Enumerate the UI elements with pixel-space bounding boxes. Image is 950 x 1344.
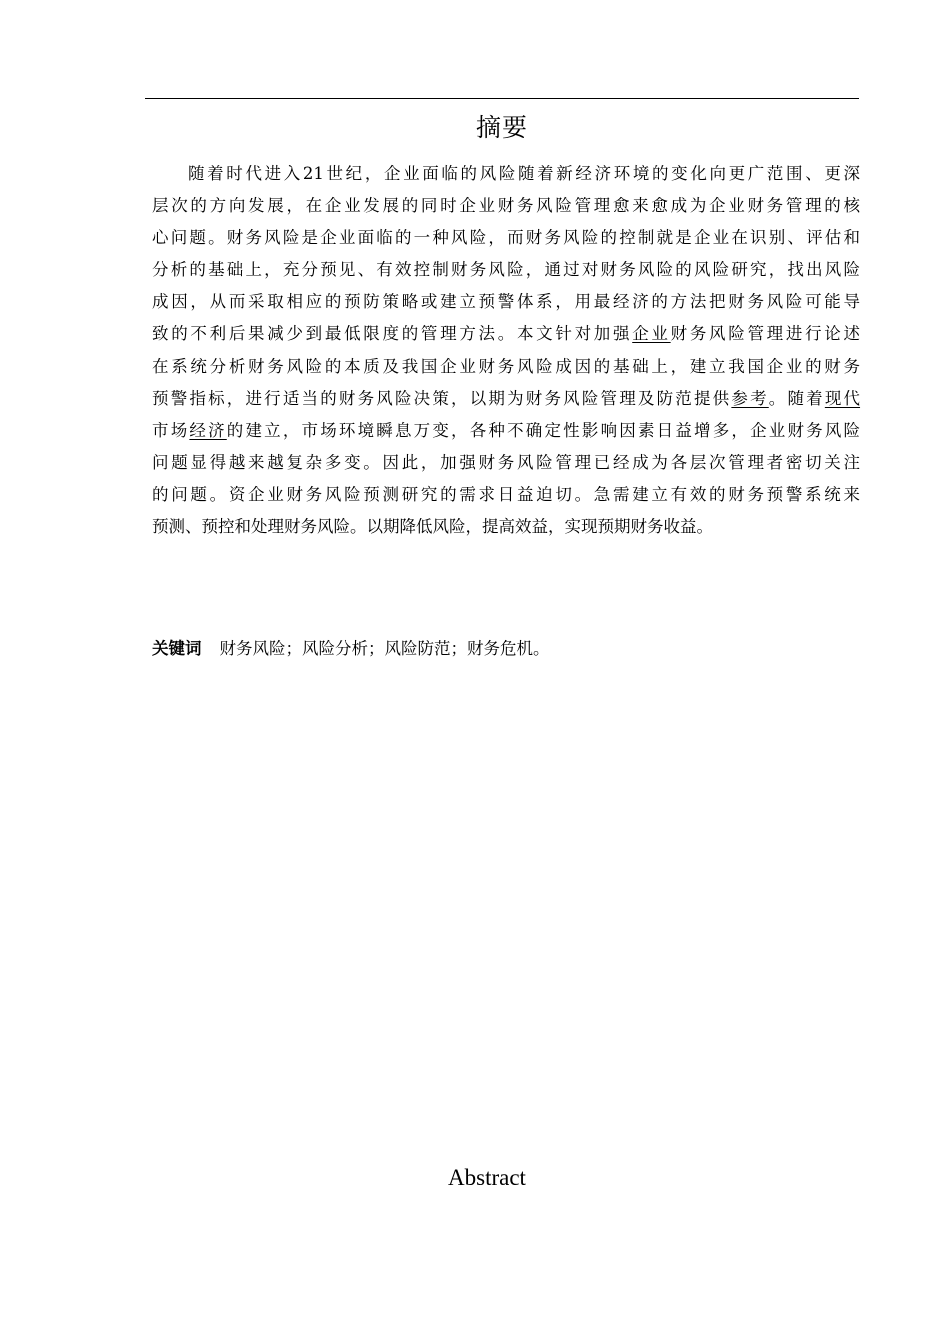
- body-text: 财务风险管理进行论述: [670, 324, 861, 344]
- body-text: 问题显得越来越复杂多变。因此，加强财务风险管理已经成为各层次管理者密切关注: [152, 452, 860, 472]
- body-line: [152, 383, 860, 415]
- body-text: 层次的方向发展，在企业发展的同时企业财务风险管理愈来愈成为企业财务管理的核: [152, 196, 860, 216]
- body-line: [152, 447, 860, 479]
- body-line: [152, 158, 860, 190]
- abstract-body: [152, 158, 860, 543]
- body-text: 市场: [152, 420, 190, 440]
- body-line: [152, 318, 860, 350]
- body-text: 预测、预控和处理财务风险。以期降低风险，提高效益，实现预期财务收益。: [152, 517, 713, 537]
- body-text: 随着时代进入21世纪，企业面临的风险随着新经济环境的变化向更广范围、更深: [188, 164, 860, 183]
- page-title: 摘要: [475, 113, 528, 142]
- body-line: [152, 511, 860, 543]
- body-text: 在系统分析财务风险的本质及我国企业财务风险成因的基础上，建立我国企业的财务: [152, 356, 860, 376]
- body-line: [152, 190, 860, 222]
- underlined-term: 经济: [189, 420, 227, 440]
- body-line: [152, 222, 860, 254]
- keywords-label: 关键词: [152, 639, 202, 658]
- body-text: 的建立，市场环境瞬息万变，各种不确定性影响因素日益增多，企业财务风险: [226, 420, 861, 440]
- header-rule: [145, 98, 859, 99]
- underlined-term: 企业: [632, 324, 671, 344]
- body-text: 心问题。财务风险是企业面临的一种风险，而财务风险的控制就是企业在识别、评估和: [152, 228, 860, 248]
- keywords-text: 财务风险；风险分析；风险防范；财务危机。: [219, 639, 550, 658]
- english-abstract-heading: Abstract: [448, 1165, 526, 1190]
- body-line: [152, 351, 860, 383]
- body-text: 成因，从而采取相应的预防策略或建立预警体系，用最经济的方法把财务风险可能导: [152, 292, 860, 312]
- body-text: 。随着: [768, 388, 825, 408]
- body-line: [152, 254, 860, 286]
- body-text: 分析的基础上，充分预见、有效控制财务风险，通过对财务风险的风险研究，找出风险: [152, 260, 860, 280]
- body-line: [152, 415, 860, 447]
- underlined-term: 参考: [731, 388, 769, 408]
- body-line: [152, 286, 860, 318]
- body-text: 预警指标，进行适当的财务风险决策，以期为财务风险管理及防范提供: [152, 388, 732, 408]
- body-text: 致的不利后果减少到最低限度的管理方法。本文针对加强: [152, 324, 633, 344]
- body-line: [152, 479, 860, 511]
- body-text: 的问题。资企业财务风险预测研究的需求日益迫切。急需建立有效的财务预警系统来: [152, 484, 860, 504]
- underlined-term: 现代: [824, 388, 861, 408]
- keywords: [152, 634, 860, 664]
